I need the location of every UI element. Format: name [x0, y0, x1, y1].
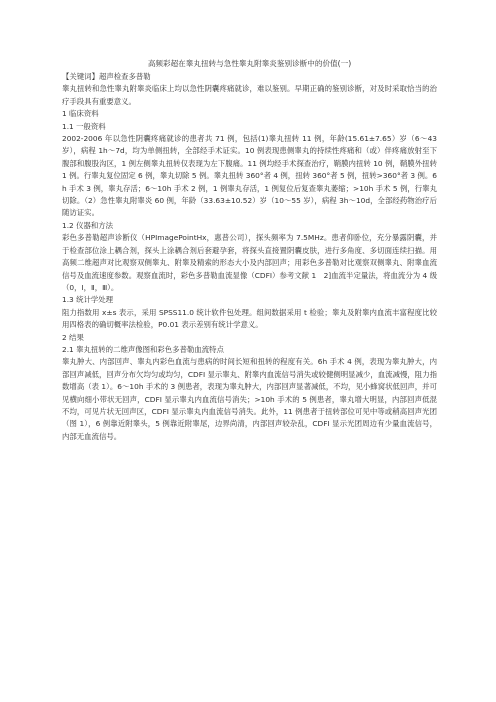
paragraph: 睾丸肿大、内部回声、睾丸内彩色血流与患病的时间长短和扭转的程度有关。6h 手术 4 例，表现为睾丸肿大，内部回声减低，回声分布欠均匀或均匀，CDFI 显示睾丸、附睾内血流信号消失或较健侧明显减少，血流减慢，阻力指数增高（表 1）。6～10h 手术的 3 例患者，表现为睾丸肿大，内部回声显著减低，不均，见小蜂窝状低回声，并可见横向细小带状无回声，CDFI 显示睾丸内血流信号消失；>10h 手术的 5 例患者，睾丸增大明显，内部回声低混不均，可见片状无回声区，CDFI 显示睾丸内血流信号消失。此外，11 例患者于扭转部位可见中等或稍高回声光团（图 1），6 例靠近附睾头，5 例靠近附睾尾，边界尚清，内部回声较杂乱，CDFI 显示光团周边有少量血流信号，内部无血流信号。 — [62, 357, 437, 441]
paragraph: 2002-2006 年以急性阴囊疼痛就诊的患者共 71 例，包括(1)睾丸扭转 11 例，年龄(15.61±7.65）岁（6～43 岁），病程 1h～7d，均为单侧扭转，全部经手术证实。10 例表现患侧睾丸的持续性疼痛和（或）伴疼痛放射至下腹部和腹股沟区，1 例左侧睾丸扭转仅表现为左下腹痛。11 例均经手术探查治疗，鞘膜内扭转 10 例，鞘膜外扭转 1 例。行睾丸复位固定 6 例，睾丸切除 5 例。睾丸扭转 360°者 4 例，扭转 360°者 5 例，扭转>360°者 3 例。6h 手术 3 例，睾丸存活；6～10h 手术 2 例，1 例睾丸存活，1 例复位后复查睾丸萎缩；>10h 手术 5 例，行睾丸切除。（2）急性睾丸附睾炎 60 例，年龄（33.63±10.52）岁（10～55 岁），病程 3h～10d，全部经药物治疗后随访证实。 — [62, 134, 437, 218]
section-heading: 1.3 统计学处理 — [62, 295, 114, 305]
document-title: 高频彩超在睾丸扭转与急性睾丸附睾炎鉴别诊断中的价值(一) — [147, 59, 352, 68]
section-heading: 1 临床资料 — [62, 109, 99, 119]
section-heading: 1.2 仪器和方法 — [62, 220, 114, 230]
section-heading: 1.1 一般资料 — [62, 121, 106, 131]
paragraph: 彩色多普勒超声诊断仪（HPImagePointHx，惠普公司），探头频率为 7.5MHz。患者仰卧位，充分暴露阴囊，并于检查部位涂上耦合剂，探头上涂耦合剂后套避孕套，将探头直接置阴囊皮肤，进行多角度、多切面连续扫描。用高频二维超声对比观察双侧睾丸、附睾及精索的形态大小及内部回声；用彩色多普勒对比观察双侧睾丸、附睾血流信号及血流速度参数。观察血流时，彩色多普勒血流显像（CDFI）参考文献 1 2]血流半定量法，将血流分为 4 级（0，Ⅰ，Ⅱ，Ⅲ）。 — [62, 233, 437, 292]
paragraph: 阻力指数用 x±s 表示，采用 SPSS11.0 统计软件包处理。组间数据采用 t 检验；睾丸及附睾内血流丰富程度比较用四格表的确切概率法检验，P0.01 表示差别有统计学意义。 — [62, 307, 437, 330]
section-heading: 2.1 睾丸扭转的二维声像图和彩色多普勒血流特点 — [62, 344, 224, 354]
document-blocks — [62, 71, 437, 443]
paragraph: 【关键词】超声检查多普勒 — [62, 72, 151, 81]
document-body — [62, 58, 437, 443]
paragraph: 睾丸扭转和急性睾丸附睾炎临床上均以急性阴囊疼痛就诊，难以鉴别。早期正确的鉴别诊断，对及时采取恰当的治疗手段具有重要意义。 — [62, 84, 437, 106]
section-heading: 2 结果 — [62, 332, 84, 342]
